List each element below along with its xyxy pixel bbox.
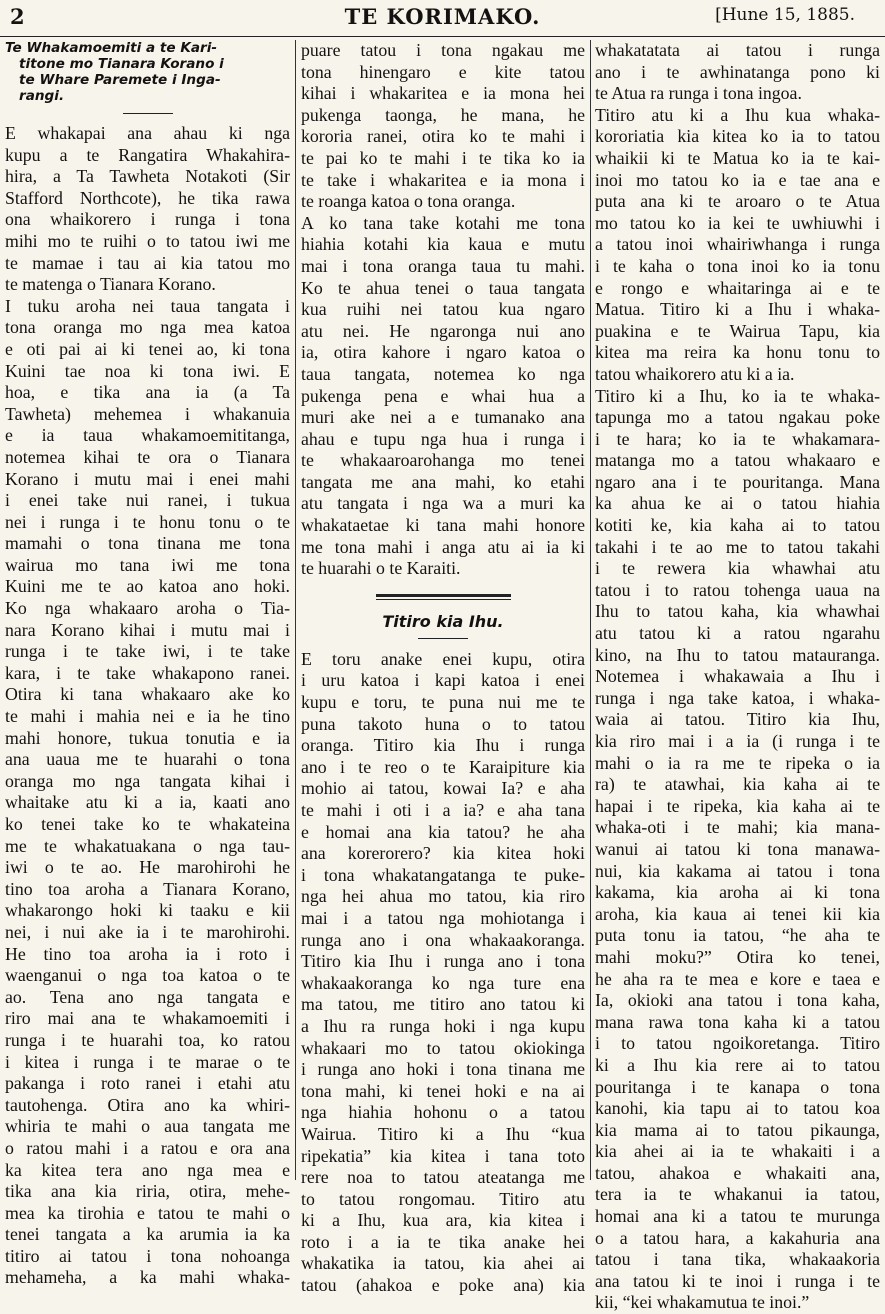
text-line: atu tatou ki a ratou ngarahu — [595, 623, 880, 644]
text-line: kitea ma reira ka honu tonu to — [595, 342, 880, 363]
text-line: tenei tangata a ka arumia ia ka — [5, 1224, 290, 1245]
text-line: tika ana kia riria, otira, mehe- — [5, 1181, 290, 1202]
text-line: kupu a te Rangatira Whakahira- — [5, 144, 290, 165]
text-line: te take i whakaritea e ia mona i — [301, 169, 585, 190]
text-line: Titiro atu ki a Ihu kua whaka- — [595, 104, 880, 125]
text-line: pakanga i roto ranei i etahi atu — [5, 1073, 290, 1094]
text-line: kua ruihi nei tatou kua ngaro — [301, 299, 585, 320]
text-line: ana tatou ki te inoi i runga i te — [595, 1270, 880, 1291]
text-line: runga i nga take katoa, i whaka- — [595, 687, 880, 708]
text-line: kotiti ke, kia kaha ai to tatou — [595, 515, 880, 536]
text-line: mahi honore, tukua tonutia e ia — [5, 727, 290, 748]
text-line: A ko tana take kotahi me tona — [301, 212, 585, 233]
text-line: mana rawa tona kaha ki a tatou — [595, 1011, 880, 1032]
text-line: ana uaua me te huarahi o tona — [5, 749, 290, 770]
text-line: te mahi i oti i a ia? e aha tana — [301, 800, 585, 820]
text-line: runga i te huarahi toa, ko ratou — [5, 1029, 290, 1050]
text-line: Otira ki tana whakaaro ake ko — [5, 684, 290, 705]
text-line: roto i a ia te tika anake hei — [301, 1231, 585, 1252]
column-3 — [595, 40, 880, 1313]
text-line: te pai ko te mahi i te tika ko ia — [301, 147, 585, 168]
text-line: kororia ranei, otira ko te mahi i — [301, 126, 585, 147]
title-line: rangi. — [19, 88, 65, 104]
text-line: pukenga pena e whai hua a — [301, 385, 585, 406]
column-rule-left — [295, 40, 296, 1180]
text-line: pouritanga i te kanapa o tona — [595, 1076, 880, 1097]
page-number: 2 — [10, 4, 25, 29]
text-line: hapai i te ripeka, kia kaha ai te — [595, 795, 880, 816]
text-line: ka kitea tera ano nga mea e — [5, 1159, 290, 1180]
text-line: nui, kia kakama ai tatou i tona — [595, 860, 880, 881]
text-line: riro mai ana te whakamoemiti i — [5, 1008, 290, 1029]
text-line: te matenga o Tianara Korano. — [5, 274, 216, 295]
text-line: kia riro mai i a ia (i runga i te — [595, 731, 880, 751]
text-line: tino toa aroha a Tianara Korano, — [5, 878, 290, 899]
text-line: nei i runga i te honu tonu o te — [5, 511, 290, 532]
text-line: kara, i te take whakapono ranei. — [5, 662, 290, 683]
text-line: whakataetae ki tana mahi honore — [301, 515, 585, 536]
text-line: ka ahua ke ai o tatou hiahia — [595, 493, 880, 514]
text-line: i runga ano hoki i tona tinana me — [301, 1059, 585, 1080]
text-line: me te whakatuakana o nga tau- — [5, 835, 290, 856]
text-line: oranga mo nga tangata kihai i — [5, 770, 290, 791]
text-line: ia, otira kahore i ngaro katoa o — [301, 342, 585, 363]
text-line: tatou (ahakoa e poke ana) kia — [301, 1275, 585, 1296]
text-line: rere noa to tatou ateatanga me — [301, 1167, 585, 1188]
text-line: tatou whaikorero atu ki a ia. — [595, 363, 795, 384]
text-line: E toru anake enei kupu, otira — [301, 648, 585, 669]
text-line: e oti pai ai ki tenei ao, ki tona — [5, 338, 290, 359]
text-line: whakaakoranga ko nga ture ena — [301, 972, 585, 993]
text-line: tona hinengaro e kite tatou — [301, 61, 585, 82]
text-line: Tawheta) mehemea i whakanuia — [5, 403, 290, 424]
title-line: Te Whakamoemiti a te Kari- — [5, 40, 218, 56]
text-line: pukenga taonga, he mana, he — [301, 104, 585, 125]
text-line: mehameha, a ka mahi whaka- — [5, 1267, 290, 1288]
text-line: whaka-oti i te mahi; kia mana- — [595, 817, 880, 838]
text-line: puta ana ki te aroaro o te Atua — [595, 191, 880, 212]
text-line: taua tangata, notemea ko nga — [301, 363, 585, 384]
text-line: Kuini me te ao katoa ano hoki. — [5, 576, 290, 597]
text-line: wairua mo tana iwi me tona — [5, 554, 290, 575]
page-header — [0, 0, 885, 37]
text-line: kia ahei ai ia te whakaiti i a — [595, 1141, 880, 1162]
text-line: ko tenei take ko te whakateina — [5, 814, 290, 834]
text-line: muri ake nei a e tumanako ana — [301, 407, 585, 428]
text-line: me tona mahi i anga atu ai ia ki — [301, 536, 585, 557]
text-line: kino, na Ihu to tatou matauranga. — [595, 644, 880, 665]
text-line: ripekatia” kia kitea i tana toto — [301, 1145, 585, 1166]
text-line: puta tonu ia tatou, “he aha te — [595, 925, 880, 946]
text-line: whakatatata ai tatou i runga — [595, 40, 880, 60]
text-line: Ko te ahua tenei o taua tangata — [301, 277, 585, 298]
text-line: Kuini tae noa ki tona iwi. E — [5, 360, 290, 381]
text-line: i to tatou ngoikoretanga. Titiro — [595, 1033, 880, 1054]
text-line: whaikii ki te Matua ko ia te kai- — [595, 147, 880, 168]
text-line: mohio ai tatou, kowai Ia? e aha — [301, 778, 585, 799]
section-body — [301, 649, 585, 1297]
text-line: homai ana ki a tatou te murunga — [595, 1206, 880, 1227]
section-divider — [376, 594, 511, 600]
text-line: ano i te awhinatanga pono ki — [595, 61, 880, 82]
text-line: kii, “kei whakamutua te inoi.” — [595, 1292, 810, 1313]
text-line: Ko nga whakaaro aroha o Tia- — [5, 598, 290, 619]
text-line: a tatou inoi whairiwhanga i runga — [595, 234, 880, 255]
column-1 — [5, 40, 290, 1288]
text-line: whakarongo hoki ki taaku e kii — [5, 900, 290, 921]
text-line: kihai i whakaritea e ia mona hei — [301, 83, 585, 104]
text-line: tona oranga mo nga mea katoa — [5, 317, 290, 338]
text-line: atu nei. He ngaronga nui ano — [301, 320, 585, 341]
article-body — [5, 123, 290, 1289]
text-line: mamahi o tona tinana me tona — [5, 533, 290, 554]
text-line: ao. Tena ano nga tangata e — [5, 986, 290, 1007]
text-line: kia mama ai to tatou pikaunga, — [595, 1119, 880, 1140]
text-line: tera ia te whakanui ia tatou, — [595, 1184, 880, 1205]
text-line: whaitake atu ki a ia, kaati ano — [5, 792, 290, 813]
text-line: ngaro ana i te pouritanga. Mana — [595, 471, 880, 492]
text-line: inoi mo tatou ko ia e tae ana e — [595, 169, 880, 190]
text-line: tona mahi, ki tenei hoki e na ai — [301, 1080, 585, 1101]
text-line: e homai ana kia tatou? he aha — [301, 821, 585, 842]
text-line: to tatou rongomau. Titiro atu — [301, 1188, 585, 1209]
text-line: aroha, kia kaua ai tenei kii kia — [595, 903, 880, 924]
text-line: i te rewera kia whawhai atu — [595, 558, 880, 579]
text-line: notemea kihai te ora o Tianara — [5, 446, 290, 467]
text-line: ahau e tupu nga hua i runga i — [301, 428, 585, 449]
text-line: whakaari mo to tatou okiokinga — [301, 1037, 585, 1058]
text-line: tatou i to ratou tohenga uaua na — [595, 579, 880, 600]
text-line: kupu e toru, te puna nui me te — [301, 692, 585, 713]
text-line: ki a Ihu kia rere ai to tatou — [595, 1054, 880, 1075]
text-line: mahi o ia ra me te ripeka o ia — [595, 752, 880, 773]
text-line: atu tangata i nga wa a muri ka — [301, 493, 585, 514]
text-line: e ia taua whakamoemititanga, — [5, 425, 290, 446]
text-line: te roanga katoa o tona oranga. — [301, 191, 516, 212]
title-line: te Whare Paremete i Inga- — [19, 72, 221, 88]
text-line: nga hiahia hohonu o a tatou — [301, 1102, 585, 1123]
text-line: tapunga mo a tatou ngakau poke — [595, 407, 880, 428]
text-line: mahi moku?” Otira ko tenei, — [595, 946, 880, 967]
column-rule-right — [590, 40, 591, 1180]
text-line: i te kaha o tona inoi ko ia tonu — [595, 255, 880, 276]
text-line: takahi i te ao me to tatou takahi — [595, 536, 880, 557]
text-line: titiro ai tatou i tona nohoanga — [5, 1245, 290, 1266]
text-line: tangata me ana mahi, ko etahi — [301, 471, 585, 492]
text-line: kororiatia kia kitea ko ia to tatou — [595, 126, 880, 147]
column-2 — [301, 40, 585, 1296]
text-line: o ratou mahi i a ratou e ora ana — [5, 1137, 290, 1158]
text-line: hira, a Ta Tawheta Notakoti (Sir — [5, 166, 290, 187]
section-title: Titiro kia Ihu. — [382, 611, 504, 631]
text-line: matanga mo a tatou whakaaro e — [595, 450, 880, 471]
text-line: te mamae i tau ai kia tatou mo — [5, 252, 290, 273]
text-line: whakatika ia tatou, kia ahei ai — [301, 1253, 585, 1274]
text-line: Ihu to tatou kaha, kia whawhai — [595, 601, 880, 622]
text-line: Matua. Titiro ki a Ihu i whaka- — [595, 299, 880, 320]
text-line: E whakapai ana ahau ki nga — [5, 123, 290, 143]
text-line: i kitea i runga i te marae o te — [5, 1051, 290, 1072]
title-divider — [123, 113, 173, 114]
masthead: TE KORIMAKO. — [344, 4, 541, 29]
text-line: kanohi, kia tapu ai to tatou koa — [595, 1098, 880, 1119]
text-line: mea ka tirohia e tatou te mahi o — [5, 1202, 290, 1223]
text-line: mai i tona oranga taua tu mahi. — [301, 255, 585, 276]
text-line: I tuku aroha nei taua tangata i — [5, 295, 290, 316]
text-line: ki a Ihu, kua ara, kia kitea i — [301, 1210, 585, 1231]
text-line: Titiro kia Ihu i runga ano i tona — [301, 951, 585, 972]
text-line: He tino toa aroha ia i roto i — [5, 943, 290, 964]
text-line: te mahi i mahia nei e ia he tino — [5, 706, 290, 727]
text-line: tatou i tana tika, whakaakoria — [595, 1249, 880, 1270]
text-line: Ia, okioki ana tatou i tona kaha, — [595, 990, 880, 1011]
text-line: wanui ai tatou ki tona manawa- — [595, 838, 880, 859]
text-line: puakina e te Wairua Tapu, kia — [595, 320, 880, 341]
text-line: puare tatou i tona ngakau me — [301, 40, 585, 60]
text-line: kakama, kia aroha ai ki tona — [595, 882, 880, 903]
title-line: titone mo Tianara Korano i — [19, 56, 224, 72]
text-line: ra) te atawhai, kia kaha ai te — [595, 774, 880, 795]
text-line: e rongo e whaitaringa ai e te — [595, 277, 880, 298]
text-line: te whakaaroarohanga mo tenei — [301, 450, 585, 471]
text-line: he aha ra te mea e kore e taea e — [595, 968, 880, 989]
text-line: puna takoto huna o to tatou — [301, 713, 585, 734]
text-line: mo tatou ko ia kei te uwhiuwhi i — [595, 212, 880, 233]
text-line: waenganui o nga toa katoa o te — [5, 965, 290, 986]
text-line: a Ihu ra runga hoki i nga kupu — [301, 1015, 585, 1036]
text-line: i enei take nui ranei, i tukua — [5, 490, 290, 511]
text-line: i te hara; ko ia te whakamara- — [595, 428, 880, 449]
text-line: mai i a tatou nga mohiotanga i — [301, 907, 585, 928]
text-line: i uru katoa i kapi katoa i enei — [301, 670, 585, 691]
text-line: iwi o te ao. He marohirohi he — [5, 857, 290, 878]
text-line: Titiro ki a Ihu, ko ia te whaka- — [595, 385, 880, 406]
subtitle-divider — [418, 638, 468, 639]
text-line: nei, i nui ake ia i te marohirohi. — [5, 921, 290, 942]
section-body-continued — [595, 40, 880, 1314]
text-line: oranga. Titiro kia Ihu i runga — [301, 735, 585, 756]
text-line: waia ai tatou. Titiro kia Ihu, — [595, 709, 880, 730]
text-line: tatou, ahakoa e whakaiti ana, — [595, 1162, 880, 1183]
text-line: ona whaikorero i runga i tona — [5, 209, 290, 230]
text-line: nga hei ahua mo tatou, kia riro — [301, 886, 585, 907]
text-line: whiria te mahi o aua tangata me — [5, 1116, 290, 1137]
text-line: o a tatou hara, a kakahuria ana — [595, 1227, 880, 1248]
text-line: ana korerorero? kia kitea hoki — [301, 843, 585, 864]
text-line: mihi mo te ruihi o to tatou iwi me — [5, 230, 290, 251]
text-line: Wairua. Titiro ki a Ihu “kua — [301, 1123, 585, 1144]
article-title — [5, 40, 290, 104]
text-line: ano i te reo o te Karaipiture kia — [301, 756, 585, 777]
text-line: te huarahi o te Karaiti. — [301, 558, 461, 579]
article-body-continued — [301, 40, 585, 580]
text-line: te Atua ra runga i tona ingoa. — [595, 83, 802, 104]
text-line: tautohenga. Otira ano ka whiri- — [5, 1094, 290, 1115]
text-line: hiahia kotahi kia kaua e mutu — [301, 234, 585, 255]
text-line: Korano i mutu mai i enei mahi — [5, 468, 290, 489]
text-line: Notemea i whakawaia a Ihu i — [595, 666, 880, 687]
text-line: nara Korano kihai i mutu mai i — [5, 619, 290, 640]
text-line: i tona whakatangatanga te puke- — [301, 864, 585, 885]
text-line: runga i te take iwi, i te take — [5, 641, 290, 662]
text-line: runga ano i ona whakaakoranga. — [301, 929, 585, 950]
text-line: Stafford Northcote), he tika rawa — [5, 187, 290, 208]
text-line: ma tatou, me titiro ano tatou ki — [301, 994, 585, 1015]
issue-date: [Hune 15, 1885. — [715, 5, 855, 25]
text-line: hoa, e tika ana ia (a Ta — [5, 382, 290, 403]
